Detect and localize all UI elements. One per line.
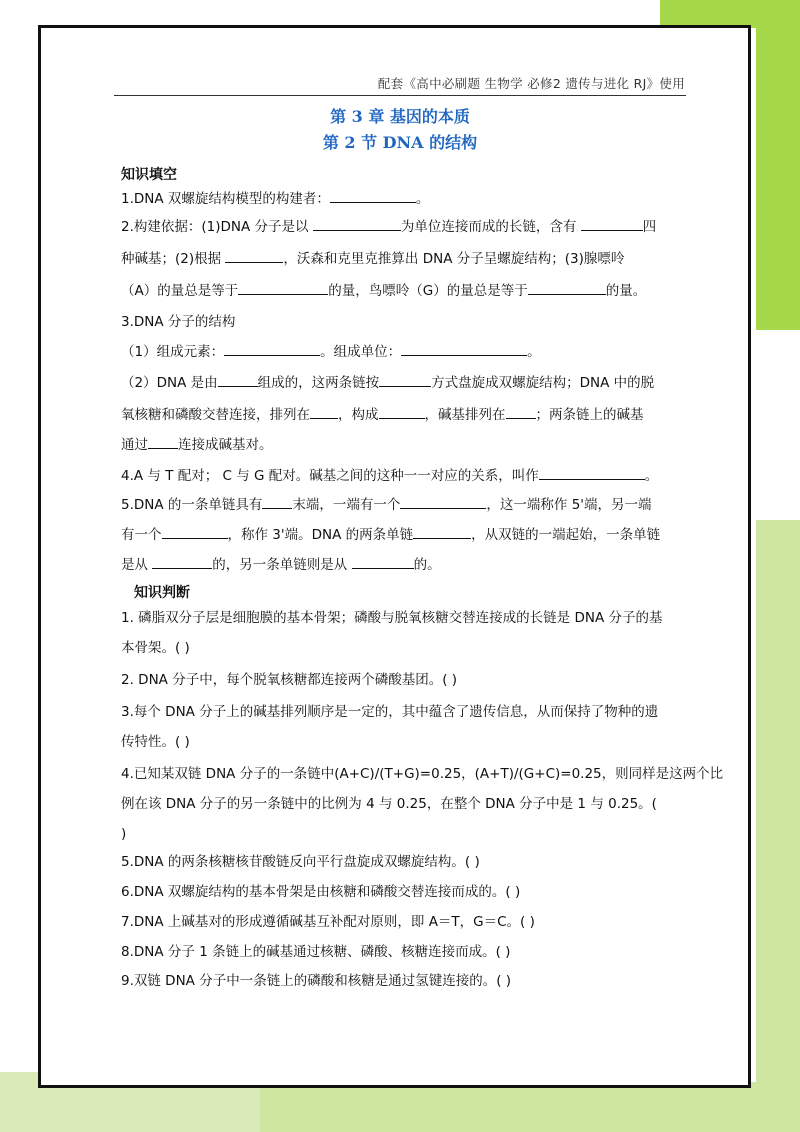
text: 种碱基；(2)根据 [121,251,226,267]
answer-blank[interactable] [152,554,212,569]
judge-heading: 知识判断 [134,585,190,601]
answer-blank[interactable] [413,524,471,539]
text: 四 [642,219,657,235]
text: ，构成 [338,407,379,423]
answer-blank[interactable] [506,404,536,419]
text: ，这一端称作 5'端，另一端 [486,497,652,513]
text: 的量。 [605,283,647,299]
answer-blank[interactable] [313,216,401,231]
fill-q1 [121,188,429,209]
fill-q4 [121,465,658,486]
answer-blank[interactable] [379,404,425,419]
text: ，碱基排列在 [424,407,506,423]
text: 方式盘旋成双螺旋结构；DNA 中的脱 [431,375,655,391]
answer-blank[interactable] [528,280,606,295]
judge-line: 4.已知某双链 DNA 分子的一条链中(A+C)/(T+G)=0.25，(A+T)/(G+C)=0.25，则同样是这两个比 [121,766,724,782]
fill-heading: 知识填空 [121,167,177,183]
text: ，称作 3'端。DNA 的两条单链 [227,527,414,543]
answer-blank[interactable] [401,341,527,356]
text: 有一个 [121,527,162,543]
text: 。 [644,468,659,484]
answer-blank[interactable] [379,372,431,387]
judge-line: 9.双链 DNA 分子中一条链上的磷酸和核糖是通过氢键连接的。( ) [121,973,512,989]
answer-blank[interactable] [218,372,258,387]
fill-q3-line1 [121,341,541,362]
text: （2）DNA 是由 [121,375,218,391]
judge-line: 6.DNA 双螺旋结构的基本骨架是由核糖和磷酸交替连接而成的。( ) [121,884,521,900]
text: （A）的量总是等于 [121,283,239,299]
judge-line: 3.每个 DNA 分子上的碱基排列顺序是一定的，其中蕴含了遗传信息，从而保持了物种的遗 [121,704,659,720]
text: 。 [415,191,430,207]
answer-blank[interactable] [225,248,283,263]
series-header: 配套《高中必刷题 生物学 必修2 遗传与进化 RJ》使用 [377,76,685,91]
fill-q3-line2 [121,372,654,393]
judge-line: 例在该 DNA 分子的另一条链中的比例为 4 与 0.25，在整个 DNA 分子中是 1 与 0.25。( [121,796,657,812]
answer-blank[interactable] [162,524,228,539]
text: 的，另一条单链则是从 [212,557,352,573]
answer-blank[interactable] [330,188,416,203]
fill-q5-line3 [121,554,441,575]
answer-blank[interactable] [581,216,643,231]
text: 1.DNA 双螺旋结构模型的构建者： [121,191,330,207]
fill-q3-line3 [121,404,644,425]
text: 连接成碱基对。 [178,437,273,453]
judge-line: 传特性。( ) [121,734,190,750]
judge-line: 2. DNA 分子中，每个脱氧核糖都连接两个磷酸基团。( ) [121,672,458,688]
fill-q2-line3 [121,280,646,301]
answer-blank[interactable] [539,465,645,480]
judge-line: 8.DNA 分子 1 条链上的碱基通过核糖、磷酸、核糖连接而成。( ) [121,944,511,960]
section-title: 第 2 节 DNA 的结构 [322,133,478,152]
answer-blank[interactable] [262,494,292,509]
judge-line: 7.DNA 上碱基对的形成遵循碱基互补配对原则，即 A＝T，G＝C。( ) [121,914,535,930]
answer-blank[interactable] [310,404,338,419]
judge-line: 1. 磷脂双分子层是细胞膜的基本骨架；磷酸与脱氧核糖交替连接成的长链是 DNA 分子的基 [121,610,663,626]
text: 5.DNA 的一条单链具有 [121,497,263,513]
text: ，沃森和克里克推算出 DNA 分子呈螺旋结构；(3)腺嘌呤 [283,251,625,267]
answer-blank[interactable] [352,554,414,569]
fill-q3-title: 3.DNA 分子的结构 [121,314,236,330]
text: 的量，鸟嘌呤（G）的量总是等于 [328,283,528,299]
text: ，从双链的一端起始，一条单链 [471,527,661,543]
answer-blank[interactable] [238,280,328,295]
answer-blank[interactable] [224,341,320,356]
text: （1）组成元素： [121,344,225,360]
text: 氧核糖和磷酸交替连接，排列在 [121,407,310,423]
text: 2.构建依据：(1)DNA 分子是以 [121,219,313,235]
fill-q5-line2 [121,524,660,545]
text: 末端，一端有一个 [292,497,401,513]
text: 组成的，这两条链按 [257,375,380,391]
answer-blank[interactable] [148,434,178,449]
text: 的。 [413,557,441,573]
judge-line: ) [121,826,127,842]
fill-q5-line1 [121,494,652,515]
fill-q3-line4 [121,434,273,455]
judge-line: 本骨架。( ) [121,640,190,656]
text: ；两条链上的碱基 [535,407,644,423]
fill-q2-line1 [121,216,656,237]
fill-q2-line2 [121,248,624,269]
answer-blank[interactable] [400,494,486,509]
text: 4.A 与 T 配对； C 与 G 配对。碱基之间的这种一一对应的关系，叫作 [121,468,539,484]
text: 通过 [121,437,148,453]
text: 。组成单位： [320,344,402,360]
text: 。 [527,344,541,360]
text: 是从 [121,557,153,573]
chapter-title: 第 3 章 基因的本质 [330,107,470,126]
text: 为单位连接而成的长链，含有 [400,219,581,235]
judge-line: 5.DNA 的两条核糖核苷酸链反向平行盘旋成双螺旋结构。( ) [121,854,480,870]
